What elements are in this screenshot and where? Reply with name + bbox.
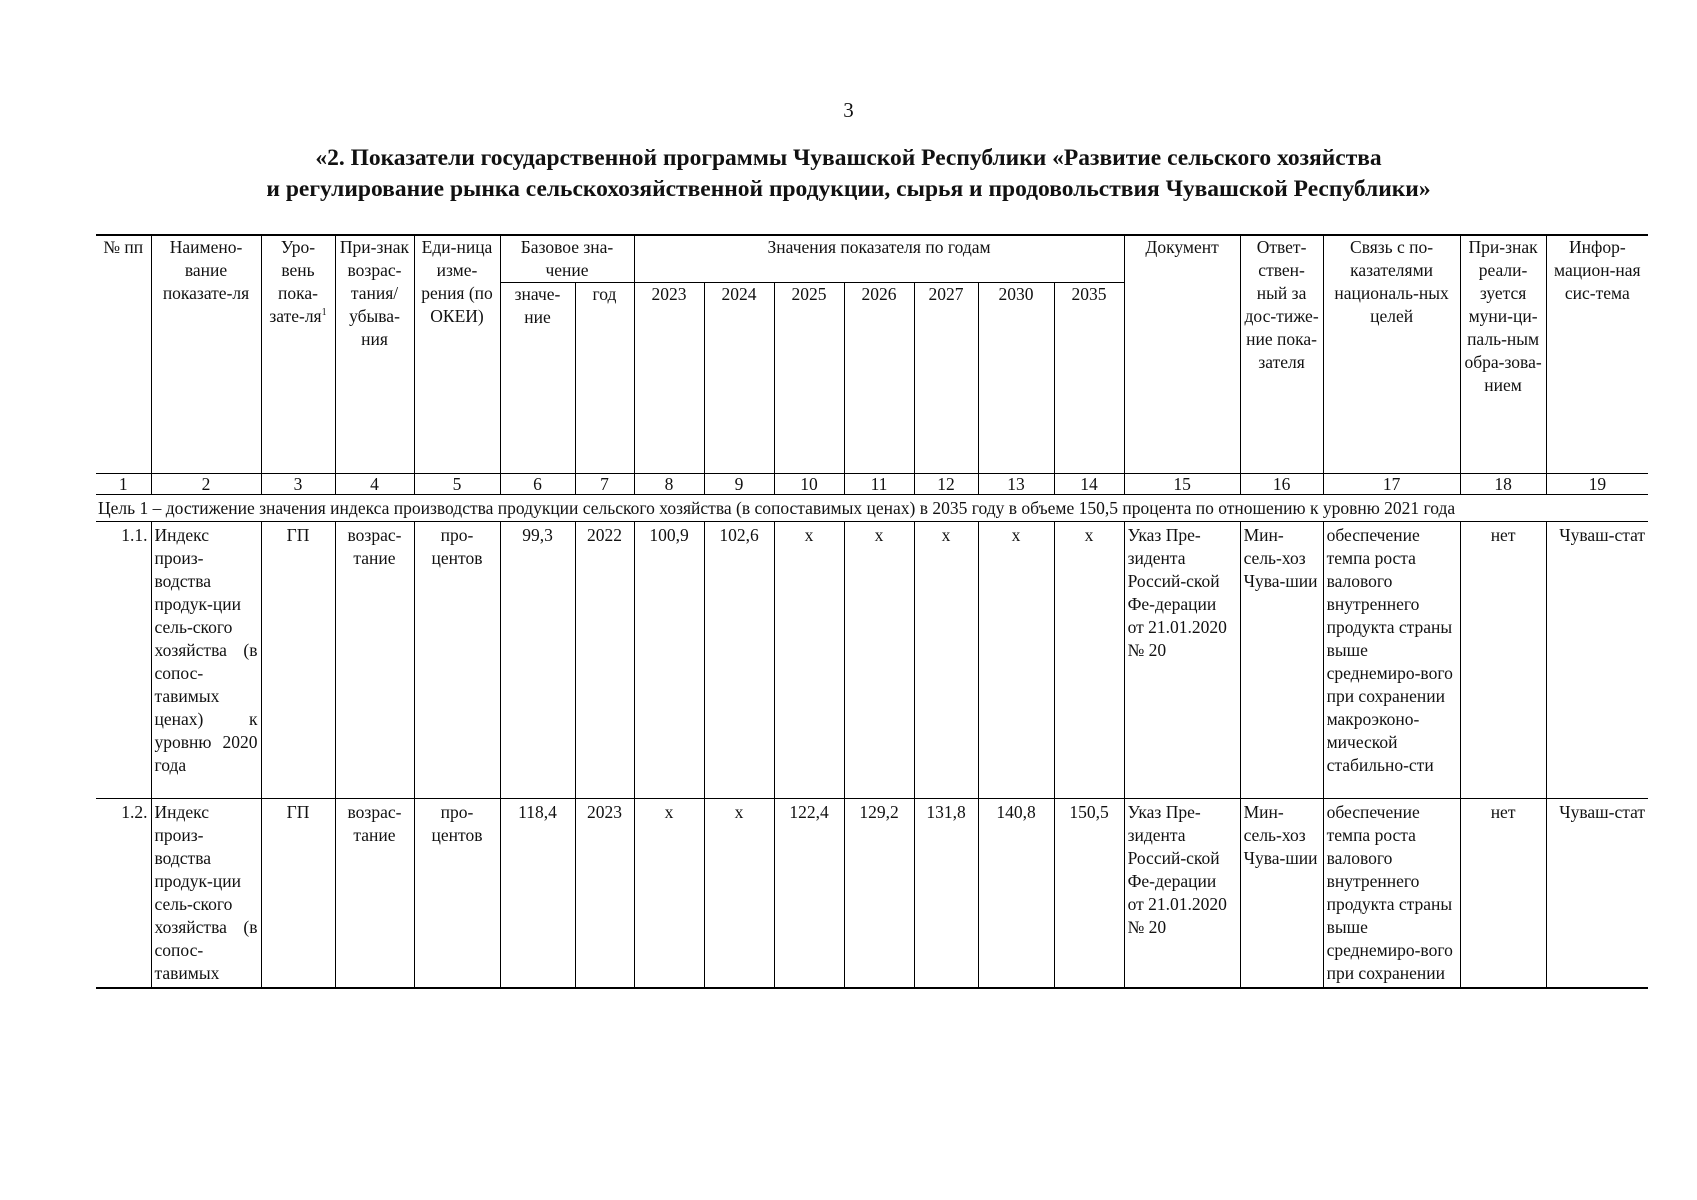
row-year-value: 100,9 [634,522,704,799]
footnote-mark: 1 [321,307,327,319]
row-link: обеспечение темпа роста валового внутреннего продукта страны выше среднемиро-вого при сохранении макроэконо-мической стабильно-сти [1323,522,1460,799]
header-row-1 [96,235,1648,283]
row-year-value: х [704,799,774,989]
row-year-value: 102,6 [704,522,774,799]
row-year-value: х [978,522,1054,799]
column-number: 12 [914,474,978,495]
header-year-2023: 2023 [634,283,704,474]
header-base-year: год [575,283,634,474]
row-num: 1.2. [96,799,151,989]
row-info: Чуваш-стат [1546,522,1648,799]
row-municipal: нет [1460,522,1546,799]
column-number: 11 [844,474,914,495]
table-row [96,522,1648,799]
row-year-value: х [774,522,844,799]
header-unit: Еди-ница изме-рения (по ОКЕИ) [414,235,500,474]
column-number: 14 [1054,474,1124,495]
row-municipal: нет [1460,799,1546,989]
column-number: 3 [261,474,335,495]
header-level [261,235,335,474]
column-number: 6 [500,474,575,495]
row-year-value: 129,2 [844,799,914,989]
column-number: 15 [1124,474,1240,495]
goal-text: Цель 1 – достижение значения индекса производства продукции сельского хозяйства (в сопоставимых ценах) в 2035 году в объеме 150,5 процента по отношению к уровню 2021 года [96,495,1648,522]
row-responsible: Мин-сель-хоз Чува-шии [1240,799,1323,989]
row-name: Индекс произ-водства продук-ции сель-ского хозяйства (в сопос-тавимых [151,799,261,989]
row-level: ГП [261,522,335,799]
table-row [96,799,1648,989]
row-year-value: 131,8 [914,799,978,989]
title-line-1: «2. Показатели государственной программы Чувашской Республики «Развитие сельского хозяйства [315,145,1382,171]
header-years-group: Значения показателя по годам [634,235,1124,283]
row-base-value: 99,3 [500,522,575,799]
row-trend: возрас-тание [335,799,414,989]
column-number: 8 [634,474,704,495]
header-info: Инфор-мацион-ная сис-тема [1546,235,1648,474]
row-year-value: 122,4 [774,799,844,989]
row-num: 1.1. [96,522,151,799]
column-number: 2 [151,474,261,495]
header-year-2027: 2027 [914,283,978,474]
row-info: Чуваш-стат [1546,799,1648,989]
title-line-2: и регулирование рынка сельскохозяйственной продукции, сырья и продовольствия Чувашской Республики» [266,176,1431,202]
header-base: Базовое зна-чение [500,235,634,283]
header-name: Наимено-вание показате-ля [151,235,261,474]
column-number: 5 [414,474,500,495]
header-base-value: значе-ние [500,283,575,474]
row-unit: про-центов [414,799,500,989]
row-base-year: 2022 [575,522,634,799]
header-year-2025: 2025 [774,283,844,474]
header-trend: При-знак возрас-тания/ убыва-ния [335,235,414,474]
column-number: 17 [1323,474,1460,495]
row-year-value: х [1054,522,1124,799]
column-number: 10 [774,474,844,495]
row-link: обеспечение темпа роста валового внутреннего продукта страны выше среднемиро-вого при сохранении [1323,799,1460,989]
row-year-value: х [844,522,914,799]
row-level: ГП [261,799,335,989]
row-year-value: 140,8 [978,799,1054,989]
column-number: 13 [978,474,1054,495]
row-document: Указ Пре-зидента Россий-ской Фе-дерации от 21.01.2020 № 20 [1124,799,1240,989]
column-number: 18 [1460,474,1546,495]
column-number: 19 [1546,474,1648,495]
column-number: 9 [704,474,774,495]
header-document: Документ [1124,235,1240,474]
header-year-2026: 2026 [844,283,914,474]
header-level-text: Уро-вень пока-зате-ля [269,237,322,326]
header-year-2035: 2035 [1054,283,1124,474]
document-title [0,143,1697,205]
page-number: 3 [843,98,854,122]
row-responsible: Мин-сель-хоз Чува-шии [1240,522,1323,799]
row-trend: возрас-тание [335,522,414,799]
header-year-2030: 2030 [978,283,1054,474]
row-year-value: 150,5 [1054,799,1124,989]
header-link: Связь с по-казателями националь-ных целей [1323,235,1460,474]
header-municipal: При-знак реали-зуется муни-ци-паль-ным обра-зова-нием [1460,235,1546,474]
row-base-value: 118,4 [500,799,575,989]
header-year-2024: 2024 [704,283,774,474]
row-year-value: х [634,799,704,989]
indicators-table [96,234,1648,989]
row-name: Индекс произ-водства продук-ции сель-ского хозяйства (в сопос-тавимых ценах) к уровню 2020 года [151,522,261,799]
row-document: Указ Пре-зидента Россий-ской Фе-дерации от 21.01.2020 № 20 [1124,522,1240,799]
row-unit: про-центов [414,522,500,799]
header-num: № пп [96,235,151,474]
column-number: 1 [96,474,151,495]
goal-row [96,495,1648,522]
row-year-value: х [914,522,978,799]
row-base-year: 2023 [575,799,634,989]
header-responsible: Ответ-ствен-ный за дос-тиже-ние пока-зателя [1240,235,1323,474]
column-number: 16 [1240,474,1323,495]
column-number: 7 [575,474,634,495]
column-number: 4 [335,474,414,495]
column-numbers-row [96,474,1648,495]
